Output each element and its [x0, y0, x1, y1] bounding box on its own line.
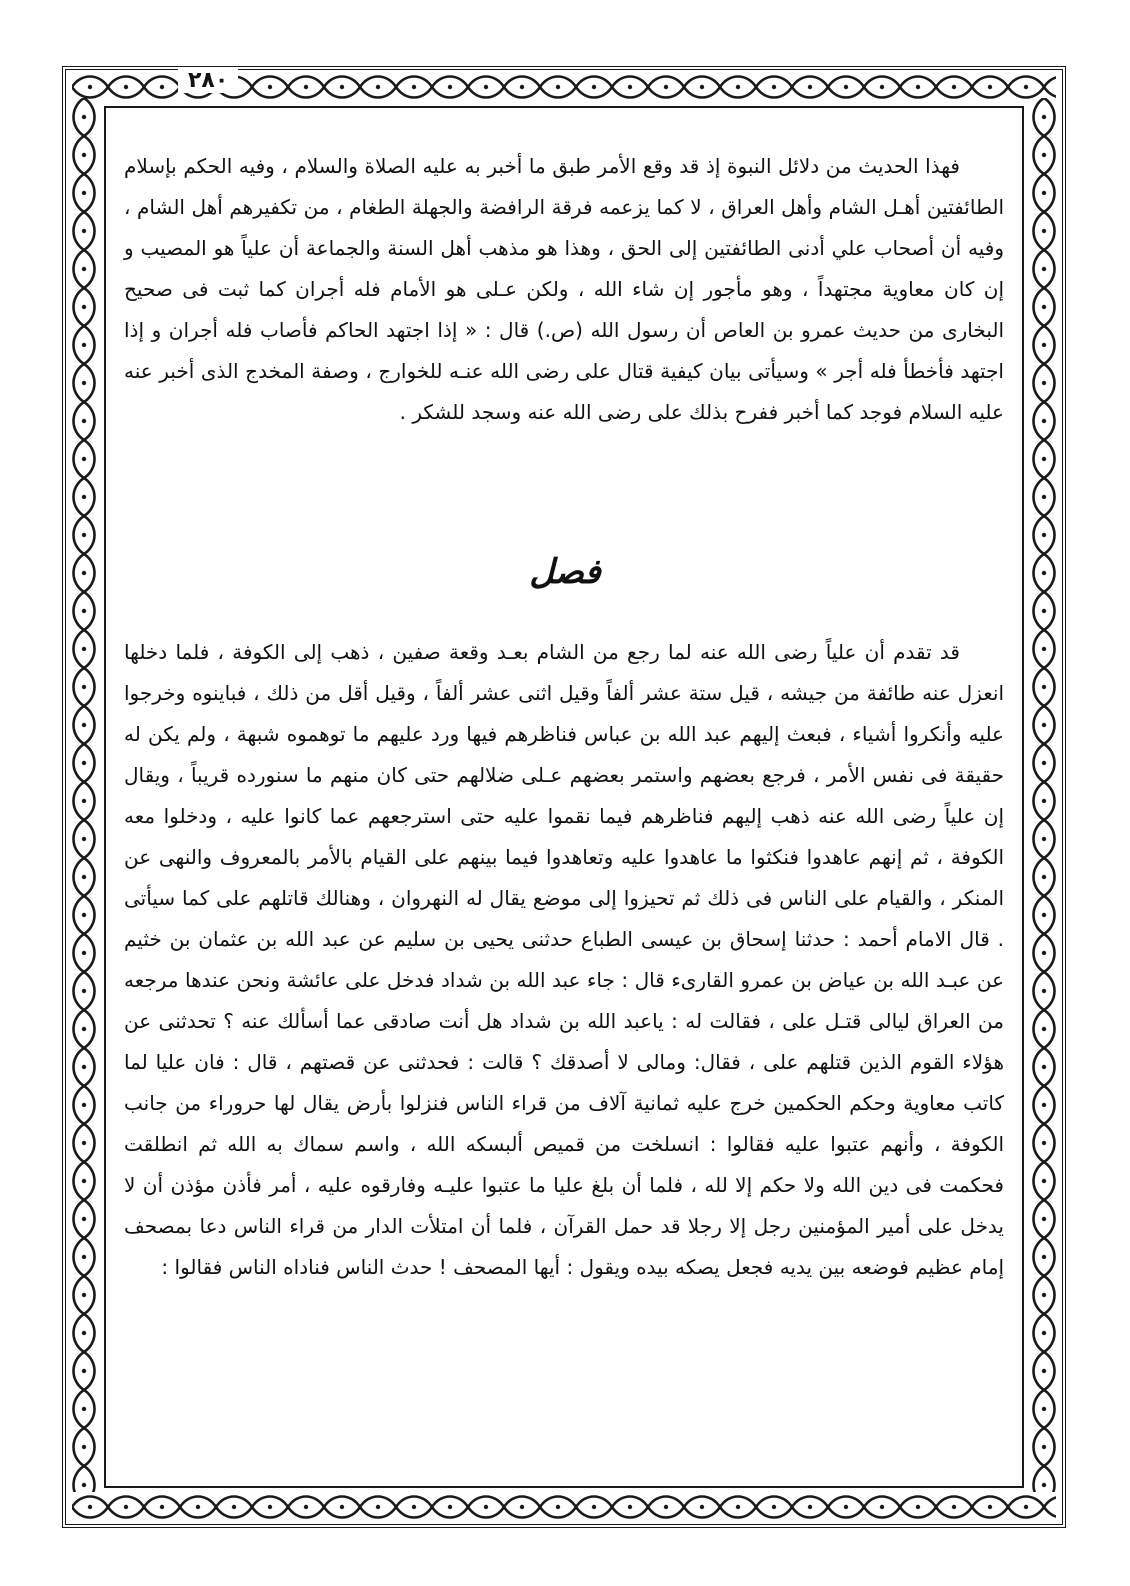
ornament-band-left-icon [66, 98, 102, 1492]
paragraph-1 [124, 146, 1004, 433]
paragraph-2 [124, 632, 1004, 1288]
page-number: ٢٨٠ [178, 68, 238, 93]
section-heading: فصل [529, 552, 601, 592]
ornament-band-right-icon [1026, 98, 1062, 1492]
ornament-band-bottom-icon [72, 1490, 1056, 1524]
paragraph-2-text: قد تقدم أن علياً رضى الله عنه لما رجع من الشام بعـد وقعة صفين ، ذهب إلى الكوفة ، فلما دخلها انعزل عنه طائفة من جيشه ، قيل ستة عشر ألفاً وقيل اثنى عشر ألفاً ، وقيل أقل من ذلك ، فباينوه وخرجوا عليه وأنكروا أشياء ، فبعث إليهم عبد الله بن عباس فناظرهم فيها ورد عليهم ما توهموه شبهة ، ولم يكن له حقيقة فى نفس الأمر ، فرجع بعضهم واستمر بعضهم عـلى ضلالهم حتى كان منهم ما سنورده قريباً ، ويقال إن علياً رضى الله عنه ذهب إليهم فناظرهم فيما نقموا عليه حتى استرجعهم عما كانوا عليه ، ودخلوا معه الكوفة ، ثم إنهم عاهدوا فنكثوا ما عاهدوا عليه وتعاهدوا فيما بينهم على القيام بالأمر بالمعروف والنهى عن المنكر ، والقيام على الناس فى ذلك ثم تحيزوا إلى موضع يقال له النهروان ، وهنالك قاتلهم على كما سيأتى . قال الامام أحمد : حدثنا إسحاق بن عيسى الطباع حدثنى يحيى بن سليم عن عبد الله بن عثمان بن خثيم عن عبـد الله بن عياض بن عمرو القارىء قال : جاء عبد الله بن شداد فدخل على عائشة ونحن عندها مرجعه من العراق ليالى قتـل على ، فقالت له : ياعبد الله بن شداد هل أنت صادقى عما أسألك عنه ؟ تحدثنى عن هؤلاء القوم الذين قتلهم على ، فقال: ومالى لا أصدقك ؟ قالت : فحدثنى عن قصتهم ، قال : فان عليا لما كاتب معاوية وحكم الحكمين خرج عليه ثمانية آلاف من قراء الناس فنزلوا بأرض يقال لها حروراء من جانب الكوفة ، وأنهم عتبوا عليه فقالوا : انسلخت من قميص ألبسكه الله ، واسم سماك به الله ثم انطلقت فحكمت فى دين الله ولا حكم إلا لله ، فلما أن بلغ عليا ما عتبوا عليـه وفارقوه عليه ، أمر فأذن مؤذن أن لا يدخل على أمير المؤمنين رجل إلا رجلا قد حمل القرآن ، فلما أن امتلأت الدار من قراء الناس دعا بمصحف إمام عظيم فوضعه بين يديه فجعل يصكه بيده ويقول : أيها المصحف ! حدث الناس فناداه الناس فقالوا : [124, 640, 1004, 1279]
paragraph-1-text: فهذا الحديث من دلائل النبوة إذ قد وقع الأمر طبق ما أخبر به عليه الصلاة والسلام ، وفيه الحكم بإسلام الطائفتين أهـل الشام وأهل العراق ، لا كما يزعمه فرقة الرافضة والجهلة الطغام ، من تكفيرهم أهل الشام ، وفيه أن أصحاب علي أدنى الطائفتين إلى الحق ، وهذا هو مذهب أهل السنة والجماعة أن علياً هو المصيب و إن كان معاوية مجتهداً ، وهو مأجور إن شاء الله ، ولكن عـلى هو الأمام فله أجران كما ثبت فى صحيح البخارى من حديث عمرو بن العاص أن رسول الله (ص.) قال : « إذا اجتهد الحاكم فأصاب فله أجران و إذا اجتهد فأخطأ فله أجر » وسيأتى بيان كيفية قتال على رضى الله عنـه للخوارج ، وصفة المخدج الذى أخبر عنه عليه السلام فوجد كما أخبر ففرح بذلك على رضى الله عنه وسجد للشكر . [124, 154, 1004, 424]
